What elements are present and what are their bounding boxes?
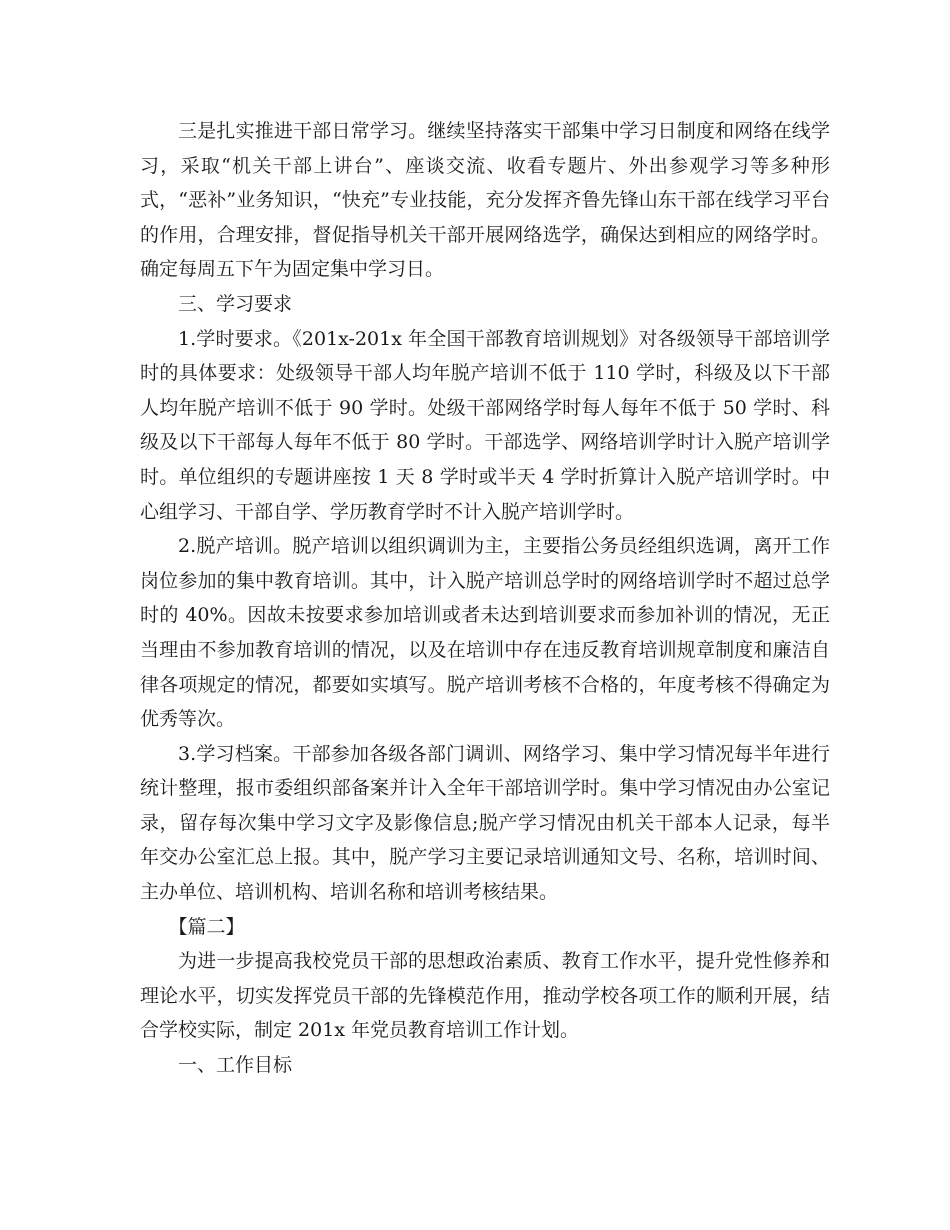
paragraph-offjob-training: 2.脱产培训。脱产培训以组织调训为主，主要指公务员经组织选调，离开工作岗位参加的集中教育培训。其中，计入脱产培训总学时的网络培训学时不超过总学时的 40%。因故未按要求参加培训或者未达到培训要求而参加补训的情况，无正当理由不参加教育培训的情况，以及在培训中存在违反教育培训规章制度和廉洁自律各项规定的情况，都要如实填写。脱产培训考核不合格的，年度考核不得确定为优秀等次。 <box>140 535 830 731</box>
paragraph-hour-requirements: 1.学时要求。《201x-201x 年全国干部教育培训规划》对各级领导干部培训学时的具体要求：处级领导干部人均年脱产培训不低于 110 学时，科级及以下干部人均年脱产培训不低于 90 学时。处级干部网络学时每人每年不低于 50 学时、科级及以下干部每人每年不低于 80 学时。干部选学、网络培训学时计入脱产培训学时。单位组织的专题讲座按 1 天 8 学时或半天 4 学时折算计入脱产培训学时。中心组学习、干部自学、学历教育学时不计入脱产培训学时。 <box>140 327 830 523</box>
heading-study-requirements: 三、学习要求 <box>178 292 293 315</box>
section-tag-part-two: 【篇二】 <box>168 915 245 938</box>
document-body <box>140 114 830 1083</box>
paragraph-daily-study: 三是扎实推进干部日常学习。继续坚持落实干部集中学习日制度和网络在线学习，采取“机关干部上讲台”、座谈交流、收看专题片、外出参观学习等多种形式，“恶补”业务知识，“快充”专业技能，充分发挥齐鲁先锋山东干部在线学习平台的作用，合理安排，督促指导机关干部开展网络选学，确保达到相应的网络学时。确定每周五下午为固定集中学习日。 <box>140 120 830 281</box>
paragraph-study-records: 3.学习档案。干部参加各级各部门调训、网络学习、集中学习情况每半年进行统计整理，报市委组织部备案并计入全年干部培训学时。集中学习情况由办公室记录，留存每次集中学习文字及影像信息;脱产学习情况由机关干部本人记录，每半年交办公室汇总上报。其中，脱产学习主要记录培训通知文号、名称，培训时间、主办单位、培训机构、培训名称和培训考核结果。 <box>140 742 830 904</box>
heading-work-goals: 一、工作目标 <box>178 1054 293 1077</box>
paragraph-part-two-intro: 为进一步提高我校党员干部的思想政治素质、教育工作水平，提升党性修养和理论水平，切实发挥党员干部的先锋模范作用，推动学校各项工作的顺利开展，结合学校实际，制定 201x 年党员教育培训工作计划。 <box>140 950 830 1042</box>
